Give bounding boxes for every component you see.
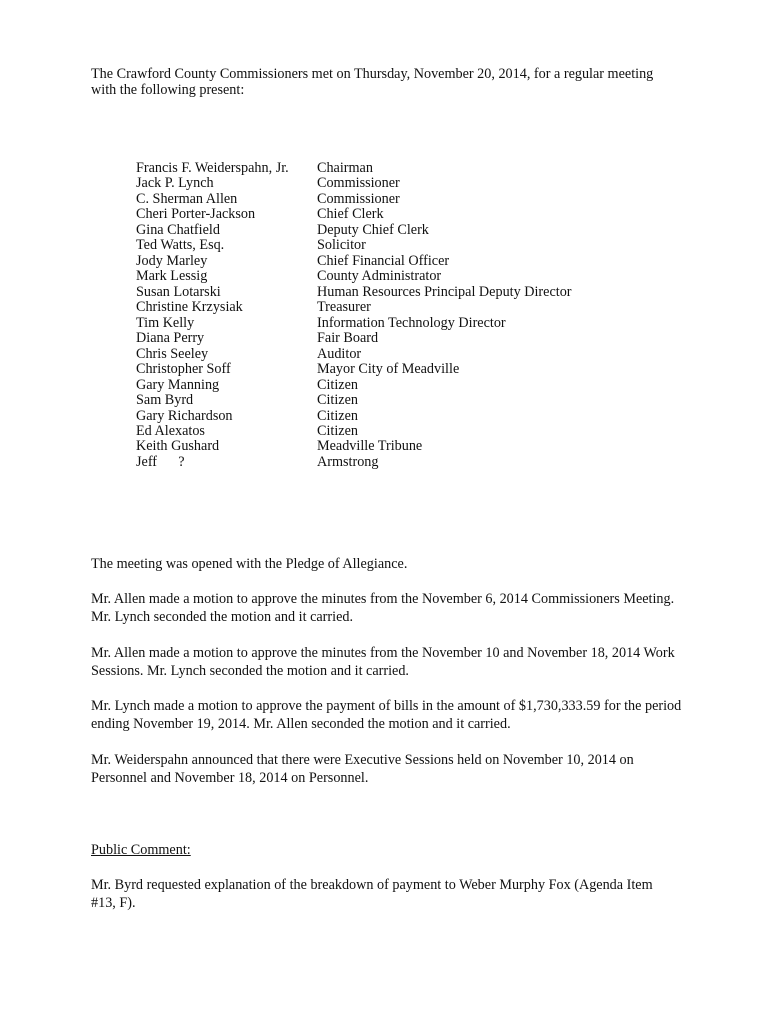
attendee-name: Gary Manning (136, 376, 220, 393)
attendee-name: Chris Seeley (136, 345, 209, 362)
attendee-name: Christopher Soff (136, 361, 231, 378)
attendee-role: Commissioner (317, 175, 400, 192)
attendee-role: Citizen (317, 422, 358, 439)
attendee-role: Auditor (317, 345, 362, 362)
attendee-row (136, 316, 656, 331)
attendee-row (136, 331, 656, 346)
bills-paragraph: Mr. Lynch made a motion to approve the payment of bills in the amount of $1,730,333.59 for the period ending November 19, 2014. Mr. Allen seconded the motion and it carried. (91, 698, 682, 732)
minutes-nov6-paragraph: Mr. Allen made a motion to approve the minutes from the November 6, 2014 Commissioners Meeting. Mr. Lynch seconded the motion and it carried. (91, 591, 675, 625)
attendee-name: Sam Byrd (136, 392, 194, 409)
attendee-row (136, 409, 656, 424)
attendee-row (136, 254, 656, 269)
attendee-name: Keith Gushard (136, 438, 220, 455)
attendee-name: Jack P. Lynch (136, 175, 214, 192)
attendee-role: Citizen (317, 392, 358, 409)
attendee-role: Armstrong (317, 453, 379, 470)
attendee-role: Commissioner (317, 190, 400, 207)
attendee-row (136, 269, 656, 284)
attendee-name: Gary Richardson (136, 407, 233, 424)
attendee-row (136, 176, 656, 191)
attendee-row (136, 223, 656, 238)
attendee-role: Chief Clerk (317, 206, 384, 223)
executive-sessions-paragraph: Mr. Weiderspahn announced that there were Executive Sessions held on November 10, 2014 on Personnel and November 18, 2014 on Personnel. (91, 752, 634, 786)
attendee-name: Diana Perry (136, 330, 205, 347)
public-comment-heading: Public Comment: (91, 842, 191, 858)
intro-paragraph: The Crawford County Commissioners met on Thursday, November 20, 2014, for a regular meeting with the following present: (91, 66, 654, 98)
attendee-role: Deputy Chief Clerk (317, 221, 429, 238)
byrd-request-paragraph: Mr. Byrd requested explanation of the breakdown of payment to Weber Murphy Fox (Agenda Item #13, F). (91, 877, 653, 911)
attendee-row (136, 393, 656, 408)
attendee-role: Mayor City of Meadville (317, 361, 460, 378)
attendee-name: Christine Krzysiak (136, 299, 243, 316)
attendee-role: Human Resources Principal Deputy Director (317, 283, 572, 300)
attendee-name: Susan Lotarski (136, 283, 221, 300)
attendee-row (136, 300, 656, 315)
attendee-name: Jeff ? (136, 453, 185, 470)
attendee-row (136, 238, 656, 253)
attendee-name: Cheri Porter-Jackson (136, 206, 256, 223)
attendee-name: Ted Watts, Esq. (136, 237, 225, 254)
attendee-role: Citizen (317, 407, 358, 424)
attendee-role: Citizen (317, 376, 358, 393)
attendee-role: Chief Financial Officer (317, 252, 450, 269)
attendee-row (136, 439, 656, 454)
attendee-row (136, 362, 656, 377)
attendee-role: Treasurer (317, 299, 371, 316)
attendee-name: Gina Chatfield (136, 221, 220, 238)
attendee-role: Solicitor (317, 237, 366, 254)
attendee-role: Information Technology Director (317, 314, 506, 331)
attendee-row (136, 347, 656, 362)
attendee-name: Ed Alexatos (136, 422, 205, 439)
attendee-name: Mark Lessig (136, 268, 208, 285)
attendee-name: Francis F. Weiderspahn, Jr. (136, 160, 289, 176)
attendee-row (136, 285, 656, 300)
attendee-name: C. Sherman Allen (136, 190, 238, 207)
attendee-role: Meadville Tribune (317, 438, 423, 455)
attendee-row (136, 192, 656, 207)
attendee-role: Fair Board (317, 330, 379, 347)
attendee-row (136, 378, 656, 393)
attendee-role: Chairman (317, 160, 373, 176)
attendees-list (136, 161, 656, 470)
attendee-name: Tim Kelly (136, 314, 195, 331)
pledge-paragraph: The meeting was opened with the Pledge of Allegiance. (91, 556, 408, 572)
attendee-row (136, 455, 656, 470)
minutes-work-sessions-paragraph: Mr. Allen made a motion to approve the minutes from the November 10 and November 18, 2014 Work Sessions. Mr. Lynch seconded the motion and it carried. (91, 645, 675, 679)
attendee-row (136, 161, 656, 176)
attendee-role: County Administrator (317, 268, 442, 285)
attendee-name: Jody Marley (136, 252, 208, 269)
attendee-row (136, 424, 656, 439)
attendee-row (136, 207, 656, 222)
